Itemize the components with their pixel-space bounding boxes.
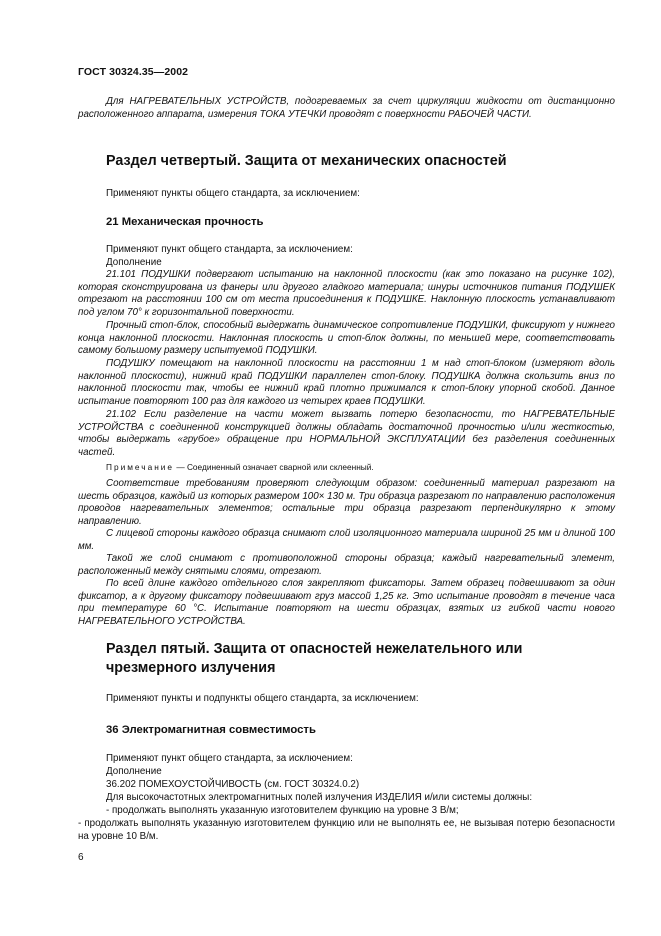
paragraph-same-layer: Такой же слой снимают с противоположной стороны образца; каждый нагревательный элемент, расположенный между снятыми слоями, отрезают. [78, 553, 615, 577]
clause-21-addition: Дополнение [106, 257, 162, 268]
intro-paragraph: Для НАГРЕВАТЕЛЬНЫХ УСТРОЙСТВ, подогреваемых за счет циркуляции жидкости от дистанционно расположенного аппарата, измерения ТОКА УТЕЧКИ проводят с поверхности РАБОЧЕЙ ЧАСТИ. [78, 96, 615, 120]
clause-36-addition: Дополнение [106, 766, 162, 777]
paragraph-hf-fields: Для высокочастотных электромагнитных полей излучения ИЗДЕЛИЯ и/или системы должны: [106, 792, 533, 803]
page-number: 6 [78, 852, 84, 863]
paragraph-21-102: 21.102 Если разделение на части может вызвать потерю безопасности, то НАГРЕВАТЕЛЬНЫЕ УСТРОЙСТВА с соединенной конструкцией должны обладать достаточной прочностью и/или жесткостью, чтобы выдержать «грубое» обращение при НОРМАЛЬНОЙ ЭКСПЛУАТАЦИИ без разделения соединенных частей. [78, 409, 615, 458]
paragraph-stop-block: Прочный стоп-блок, способный выдержать динамическое сопротивление ПОДУШКИ, фиксируют у нижнего конца наклонной плоскости. Наклонная плоскость и стоп-блок должны, по меньшей мере, соответствовать самому большому размеру испытуемой ПОДУШКИ. [78, 320, 615, 357]
standard-header: ГОСТ 30324.35—2002 [78, 66, 189, 78]
note [106, 462, 374, 472]
bullet-10-vm: - продолжать выполнять указанную изготовителем функцию или не выполнять ее, не вызывая потерю безопасности на уровне 10 В/м. [78, 818, 615, 842]
paragraph-check: Соответствие требованиям проверяют следующим образом: соединенный материал разрезают на шесть образцов, каждый из которых размером 100× 130 м. Три образца разрезают по направлению расположения проводов нагревательных элементов; остальные три образца разрезают перпендикулярно к этому направлению. [78, 478, 615, 527]
section-5-applies: Применяют пункты и подпункты общего стандарта, за исключением: [106, 693, 419, 704]
clause-21-title: 21 Механическая прочность [106, 216, 264, 228]
note-text: — Соединенный означает сварной или склеенный. [174, 462, 374, 472]
paragraph-fixators: По всей длине каждого отдельного слоя закрепляют фиксаторы. Затем образец подвешивают за один фиксатор, а к другому фиксатору подвешивают груз массой 1,25 кг. Это испытание проводят в течение часа при температуре 60 °С. Испытание повторяют на шести образцах, взятых из гибкой части нового НАГРЕВАТЕЛЬНОГО УСТРОЙСТВА. [78, 578, 615, 627]
clause-36-applies: Применяют пункт общего стандарта, за исключением: [106, 753, 353, 764]
note-label: Примечание [106, 462, 175, 472]
clause-36-title: 36 Электромагнитная совместимость [106, 724, 316, 736]
paragraph-21-101: 21.101 ПОДУШКИ подвергают испытанию на наклонной плоскости (как это показано на рисунке 102), которая сконструирована из фанеры или другого гладкого материала; шнуры источников питания ПОДУШЕК отрезают на расстоянии 100 см от места присоединения к ПОДУШКЕ. Наклонную плоскость устанавливают под углом 70° к горизонтальной поверхности. [78, 269, 615, 318]
paragraph-placement: ПОДУШКУ помещают на наклонной плоскости на расстоянии 1 м над стоп-блоком (измеряют вдоль наклонной плоскости), нижний край ПОДУШКИ параллелен стоп-блоку. ПОДУШКА должна скользить вниз по наклонной плоскости так, чтобы ее нижний край плотно прижимался к стоп-блоку упорной скобой. Данное испытание повторяют 100 раз для каждого из четырех краев ПОДУШКИ. [78, 358, 615, 407]
paragraph-face-layer: С лицевой стороны каждого образца снимают слой изоляционного материала шириной 25 мм и длиной 100 мм. [78, 528, 615, 552]
paragraph-36-202: 36.202 ПОМЕХОУСТОЙЧИВОСТЬ (см. ГОСТ 30324.0.2) [106, 779, 360, 790]
section-4-applies: Применяют пункты общего стандарта, за исключением: [106, 188, 360, 199]
section-5-title: Раздел пятый. Защита от опасностей нежелательного или чрезмерного излучения [106, 641, 523, 676]
section-4-title: Раздел четвертый. Защита от механических опасностей [106, 153, 507, 169]
clause-21-applies: Применяют пункт общего стандарта, за исключением: [106, 244, 353, 255]
bullet-3-vm: - продолжать выполнять указанную изготовителем функцию на уровне 3 В/м; [106, 805, 459, 816]
